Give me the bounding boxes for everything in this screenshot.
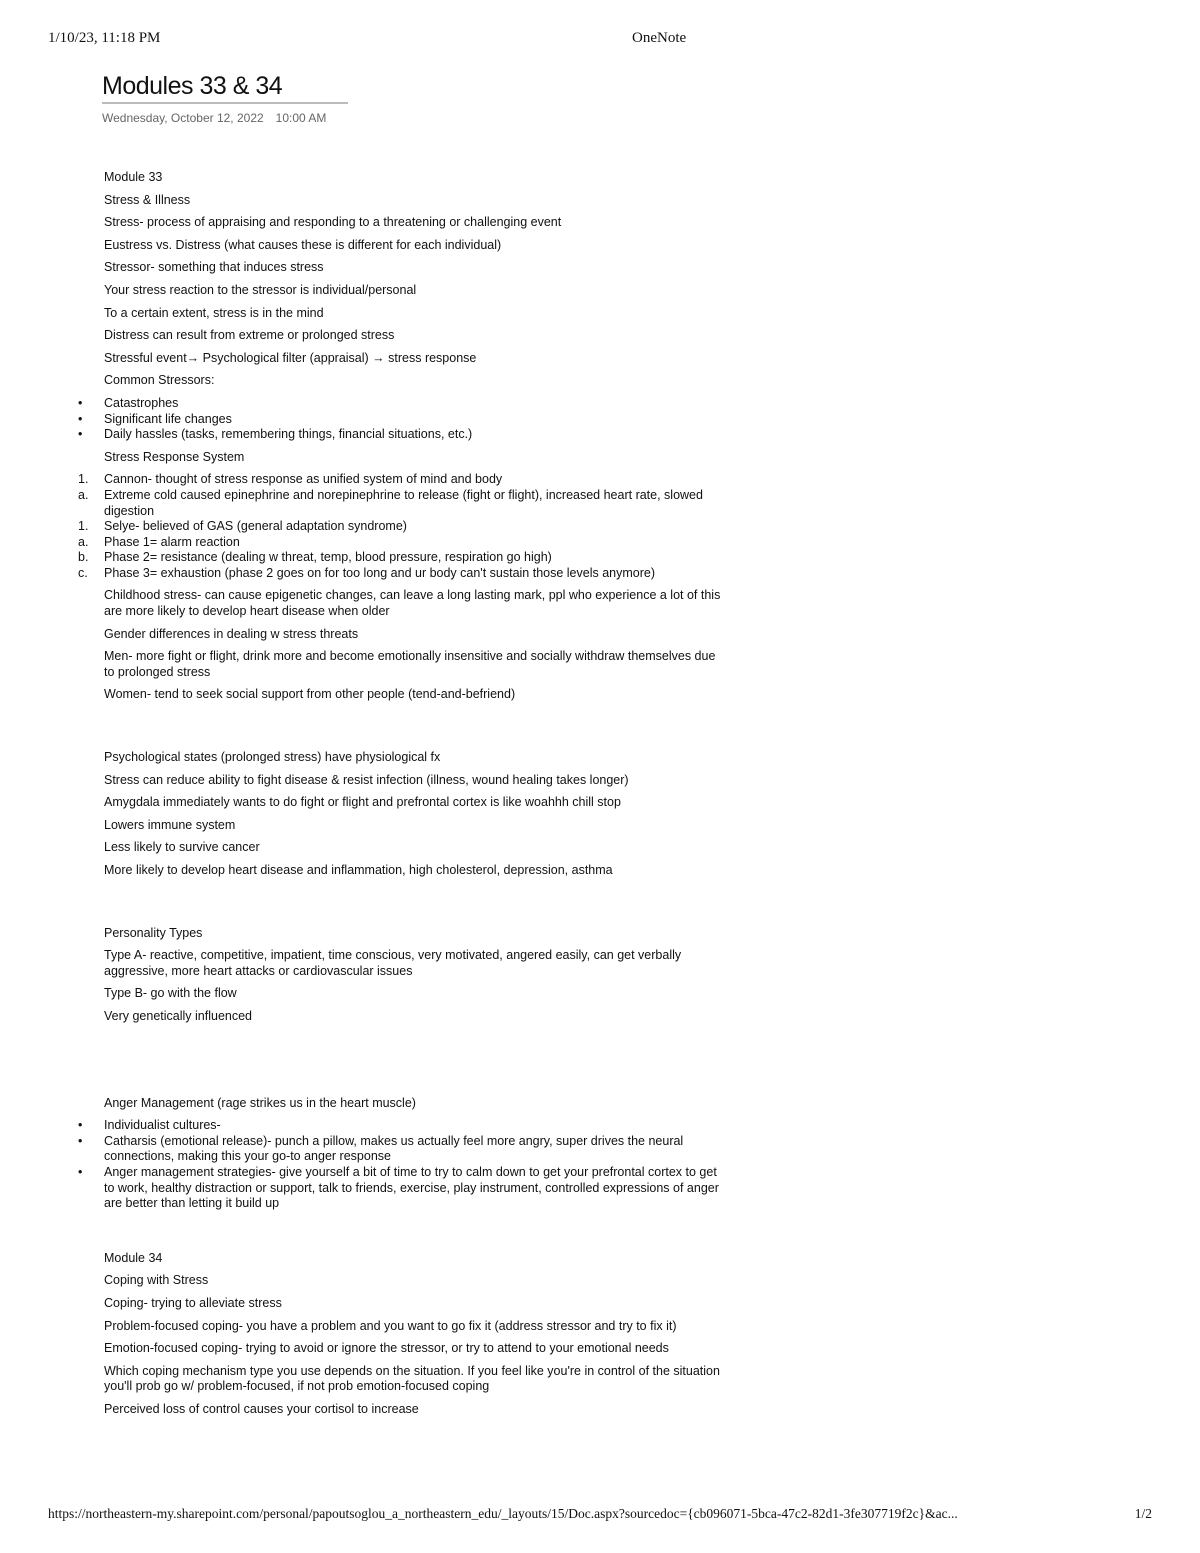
- list-item: [78, 565, 724, 582]
- module-34-heading: Module 34: [104, 1250, 163, 1265]
- list-item: [78, 411, 724, 428]
- note-line: Anger Management (rage strikes us in the heart muscle): [104, 1095, 416, 1110]
- note-line: Coping- trying to alleviate stress: [104, 1295, 282, 1310]
- note-line: Stress Response System: [104, 449, 245, 464]
- note-line: Stressor- something that induces stress: [104, 260, 324, 275]
- bullet-marker: •: [78, 427, 83, 442]
- list-marker: 1.: [78, 519, 89, 534]
- list-item: [78, 1133, 724, 1165]
- page-title-block: [102, 72, 348, 125]
- note-line: More likely to develop heart disease and inflammation, high cholesterol, depression, asthma: [104, 863, 613, 877]
- stressors-bullet-list: [78, 395, 724, 443]
- note-line: Perceived loss of control causes your cortisol to increase: [104, 1401, 419, 1416]
- list-item: [78, 1118, 724, 1134]
- list-item-text: Daily hassles (tasks, remembering things, financial situations, etc.): [104, 427, 473, 442]
- bullet-marker: •: [78, 1118, 83, 1133]
- list-item: [78, 519, 724, 535]
- list-item-text: Anger management strategies- give yourself a bit of time to try to calm down to get your prefrontal cortex to get to work, healthy distraction or support, talk to friends, exercise, play instrument, controlled expressions of anger are better than letting it build up: [104, 1164, 719, 1211]
- note-line: Men- more fight or flight, drink more and become emotionally insensitive and socially withdraw themselves due to prolonged stress: [104, 649, 716, 679]
- note-line: Amygdala immediately wants to do fight or flight and prefrontal cortex is like woahhh chill stop: [104, 795, 621, 810]
- bullet-marker: •: [78, 1164, 83, 1179]
- print-app-name: OneNote: [632, 30, 687, 46]
- page-title: Modules 33 & 34: [102, 72, 348, 104]
- note-line: Distress can result from extreme or prolonged stress: [104, 328, 395, 343]
- list-item-text: Phase 1= alarm reaction: [104, 534, 240, 549]
- note-line: Very genetically influenced: [104, 1008, 253, 1023]
- page-number: 1/2: [1134, 1506, 1152, 1521]
- list-item: [78, 395, 724, 412]
- note-line: Which coping mechanism type you use depends on the situation. If you feel like you're in control of the situation you'll prob go w/ problem-focused, if not prob emotion-focused coping: [104, 1363, 720, 1394]
- note-line: To a certain extent, stress is in the mind: [104, 305, 324, 320]
- anger-bullet-list: [78, 1118, 724, 1212]
- list-item: [78, 550, 724, 566]
- list-marker: b.: [78, 550, 89, 565]
- note-content: [78, 170, 724, 1424]
- list-item: [78, 487, 724, 519]
- list-item: [78, 1164, 724, 1212]
- page-time: 10:00 AM: [275, 111, 327, 125]
- note-line: Coping with Stress: [104, 1273, 209, 1288]
- bullet-marker: •: [78, 395, 83, 410]
- note-line: Emotion-focused coping- trying to avoid or ignore the stressor, or try to attend to your emotional needs: [104, 1341, 669, 1356]
- page-dateline: [102, 111, 348, 125]
- note-line: Eustress vs. Distress (what causes these is different for each individual): [104, 237, 502, 252]
- note-line: Personality Types: [104, 925, 203, 940]
- note-line: Childhood stress- can cause epigenetic changes, can leave a long lasting mark, ppl who experience a lot of this are more likely to develop heart disease when older: [104, 588, 721, 619]
- list-marker: c.: [78, 565, 88, 580]
- list-marker: a.: [78, 487, 89, 502]
- note-line: Stressful event→ Psychological filter (appraisal) → stress response: [104, 350, 477, 365]
- list-item-text: Phase 2= resistance (dealing w threat, temp, blood pressure, respiration go high): [104, 550, 552, 565]
- list-item-text: Cannon- thought of stress response as unified system of mind and body: [104, 472, 503, 487]
- list-item: [78, 472, 724, 488]
- list-item: [78, 534, 724, 551]
- page-date: Wednesday, October 12, 2022: [102, 111, 264, 125]
- note-line: Stress & Illness: [104, 192, 191, 207]
- list-marker: a.: [78, 534, 89, 549]
- note-line: Type B- go with the flow: [104, 986, 237, 1001]
- list-item-text: Significant life changes: [104, 411, 232, 426]
- note-line: Common Stressors:: [104, 373, 215, 388]
- list-item-text: Phase 3= exhaustion (phase 2 goes on for too long and ur body can't sustain those levels anymore): [104, 565, 656, 580]
- print-datetime: 1/10/23, 11:18 PM: [48, 30, 161, 46]
- note-line: Lowers immune system: [104, 817, 236, 832]
- note-line: Stress- process of appraising and responding to a threatening or challenging event: [104, 215, 562, 230]
- note-line: Gender differences in dealing w stress threats: [104, 626, 359, 641]
- list-item-text: Catastrophes: [104, 395, 179, 410]
- footer-url: https://northeastern-my.sharepoint.com/personal/papoutsoglou_a_northeastern_edu/_layouts/15/Doc.aspx?sourcedoc={cb096071-5bca-47c2-82d1-3fe307719f2c}&ac...: [48, 1506, 958, 1521]
- list-marker: 1.: [78, 472, 89, 487]
- note-line: Psychological states (prolonged stress) have physiological fx: [104, 750, 441, 765]
- note-line: Stress can reduce ability to fight disease & resist infection (illness, wound healing takes longer): [104, 772, 629, 787]
- list-item-text: Extreme cold caused epinephrine and norepinephrine to release (fight or flight), increased heart rate, slowed digestion: [104, 487, 703, 518]
- list-item-text: Individualist cultures-: [104, 1118, 221, 1133]
- note-line: Problem-focused coping- you have a problem and you want to go fix it (address stressor and try to fix it): [104, 1318, 677, 1333]
- note-line: Women- tend to seek social support from other people (tend-and-befriend): [104, 687, 516, 702]
- module-33-heading: Module 33: [104, 170, 163, 184]
- note-line: Your stress reaction to the stressor is individual/personal: [104, 282, 417, 297]
- note-line: Type A- reactive, competitive, impatient, time conscious, very motivated, angered easily, can get verbally aggressive, more heart attacks or cardiovascular issues: [104, 948, 682, 978]
- list-item-text: Catharsis (emotional release)- punch a pillow, makes us actually feel more angry, super drives the neural connections, making this your go-to anger response: [104, 1133, 684, 1164]
- bullet-marker: •: [78, 1133, 83, 1148]
- note-line: Less likely to survive cancer: [104, 840, 260, 855]
- list-item-text: Selye- believed of GAS (general adaptation syndrome): [104, 519, 407, 534]
- bullet-marker: •: [78, 411, 83, 426]
- list-item: [78, 427, 724, 443]
- stress-response-numbered-list: [78, 472, 724, 581]
